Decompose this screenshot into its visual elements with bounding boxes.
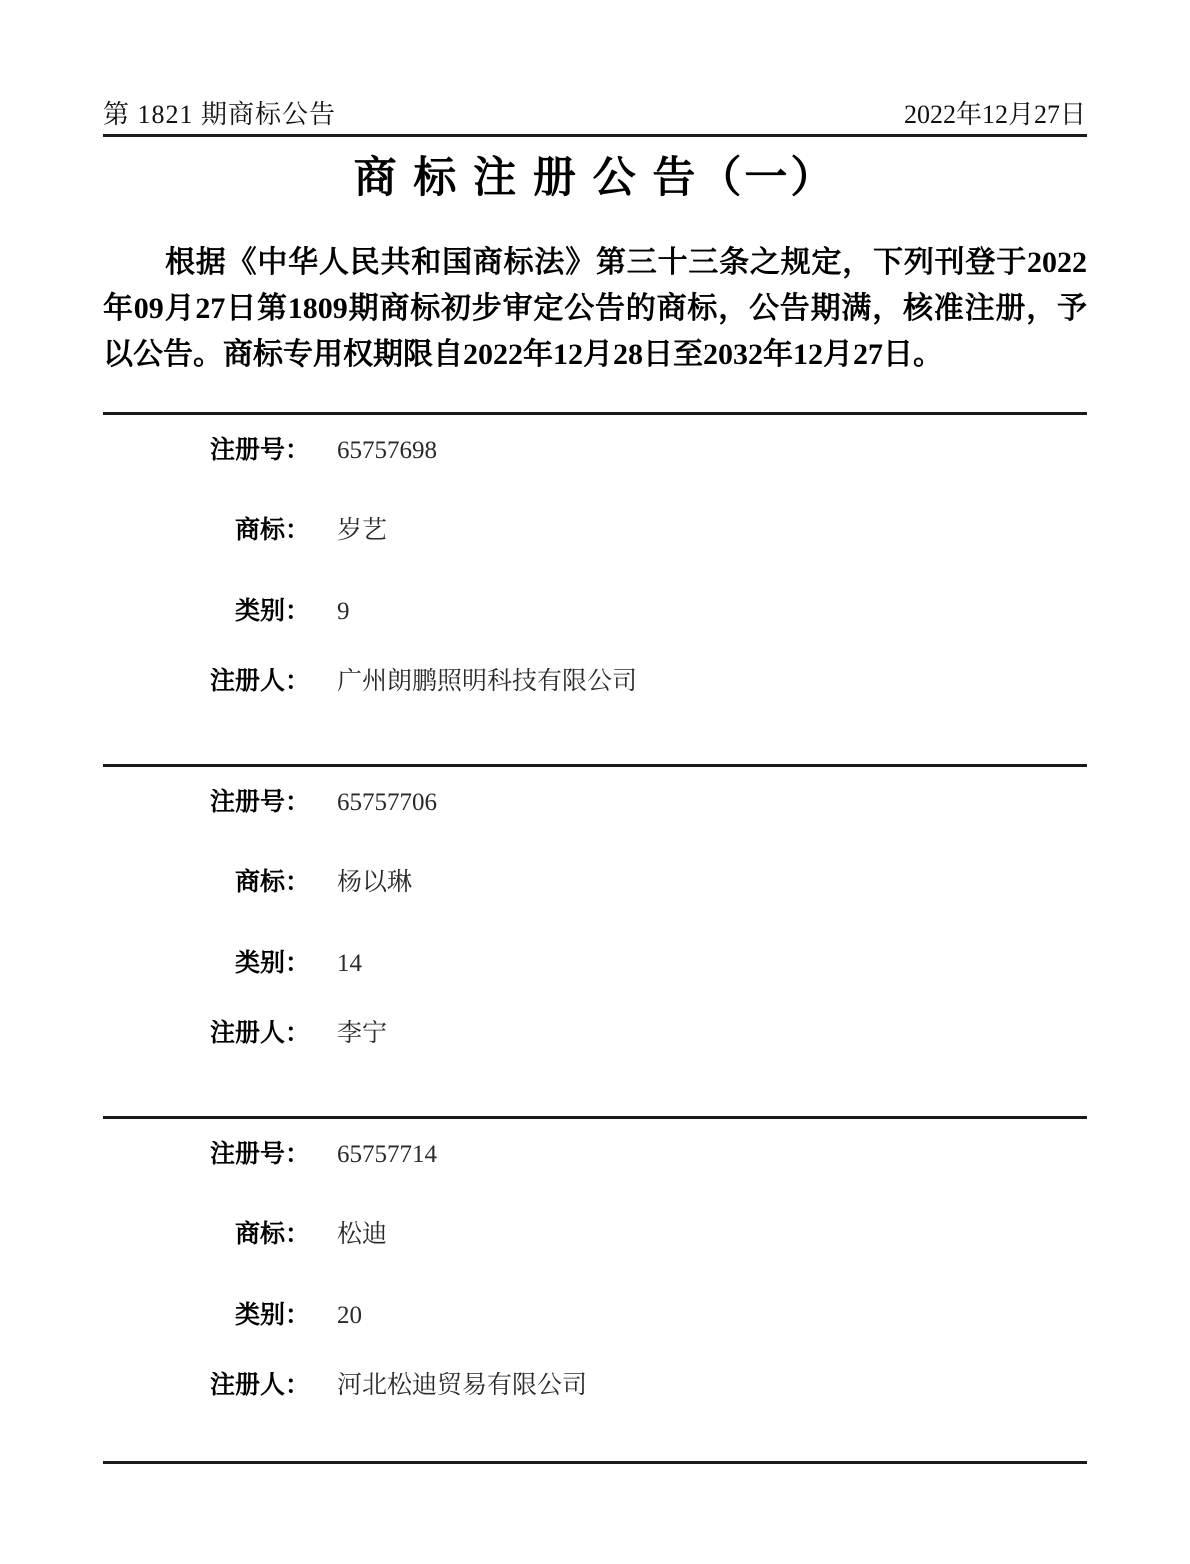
field-value-reg-no: 65757706 [337, 789, 437, 816]
field-value-registrant: 河北松迪贸易有限公司 [337, 1372, 588, 1399]
field-label-category: 类别： [234, 1302, 310, 1329]
record-separator-rule [103, 1116, 1087, 1119]
field-value-category: 20 [337, 1302, 362, 1329]
field-value-category: 14 [337, 950, 362, 977]
intro-paragraph: 根据《中华人民共和国商标法》第三十三条之规定，下列刊登于2022年09月27日第1809期商标初步审定公告的商标，公告期满，核准注册，予以公告。商标专用权期限自2022年12月28日至2032年12月27日。 [103, 246, 1087, 371]
header-issue-label: 第 1821 期商标公告 [103, 100, 337, 129]
page-title: 商 标 注 册 公 告（一） [353, 155, 837, 202]
field-label-category: 类别： [234, 598, 310, 625]
field-label-trademark: 商标： [234, 1221, 310, 1248]
field-value-trademark: 松迪 [337, 1221, 388, 1248]
record-block-3 [103, 1116, 1087, 1462]
field-row-reg-no [103, 430, 1087, 466]
field-label-reg-no: 注册号： [209, 437, 310, 464]
field-value-reg-no: 65757698 [337, 437, 437, 464]
field-row-registrant [103, 661, 1087, 697]
field-label-reg-no: 注册号： [209, 789, 310, 816]
header-date: 2022年12月27日 [903, 100, 1086, 129]
field-row-category [103, 591, 1087, 627]
record-separator-rule [103, 764, 1087, 767]
field-label-registrant: 注册人： [209, 1372, 310, 1399]
field-row-registrant [103, 1013, 1087, 1049]
field-row-category [103, 943, 1087, 979]
record-block-1 [103, 412, 1087, 764]
field-label-category: 类别： [234, 950, 310, 977]
field-value-category: 9 [337, 598, 350, 625]
field-value-registrant: 广州朗鹏照明科技有限公司 [337, 668, 638, 695]
record-separator-rule [103, 412, 1087, 415]
field-row-reg-no [103, 782, 1087, 818]
field-row-category [103, 1295, 1087, 1331]
field-row-trademark [103, 862, 1087, 898]
field-value-registrant: 李宁 [337, 1020, 388, 1047]
field-row-trademark [103, 510, 1087, 546]
record-block-2 [103, 764, 1087, 1116]
field-label-registrant: 注册人： [209, 1020, 310, 1047]
bottom-rule [103, 1461, 1087, 1464]
field-label-trademark: 商标： [234, 869, 310, 896]
field-row-trademark [103, 1214, 1087, 1250]
field-row-registrant [103, 1365, 1087, 1401]
field-label-reg-no: 注册号： [209, 1141, 310, 1168]
field-label-registrant: 注册人： [209, 668, 310, 695]
field-value-trademark: 岁艺 [337, 517, 388, 544]
field-label-trademark: 商标： [234, 517, 310, 544]
header-rule [103, 134, 1087, 137]
field-value-trademark: 杨以琳 [337, 869, 413, 896]
field-row-reg-no [103, 1134, 1087, 1170]
field-value-reg-no: 65757714 [337, 1141, 437, 1168]
